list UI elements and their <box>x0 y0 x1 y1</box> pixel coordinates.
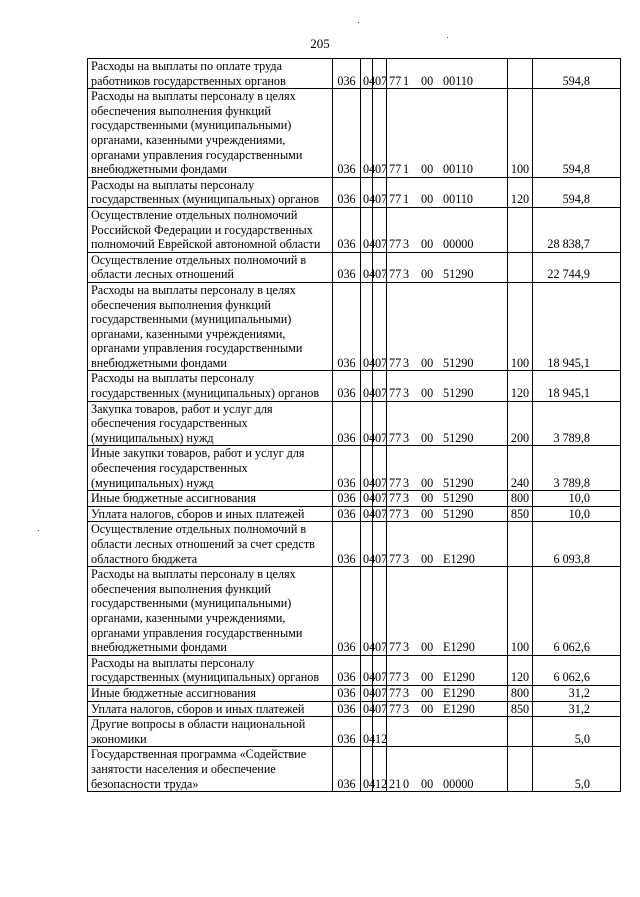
csr-program: 77 <box>389 506 402 521</box>
row-sum: 31,2 <box>533 701 621 717</box>
row-section-code: 04 <box>361 701 373 717</box>
row-sum: 28 838,7 <box>533 207 621 252</box>
row-section-code: 04 <box>361 685 373 701</box>
row-subsection-code: 07 <box>373 491 387 507</box>
row-section-code: 04 <box>361 401 373 446</box>
csr-subprogram: 3 <box>403 670 410 685</box>
row-ved-code: 036 <box>333 59 361 89</box>
row-name: Осуществление отдельных полномочий Российской Федерации и государственных полномочий Еврейской автономной области <box>88 207 333 252</box>
row-target-article <box>387 685 508 701</box>
row-subsection-code: 07 <box>373 655 387 685</box>
row-ved-code: 036 <box>333 371 361 401</box>
row-subsection-code: 12 <box>373 717 387 747</box>
row-section-code: 04 <box>361 522 373 567</box>
row-subsection-code: 07 <box>373 522 387 567</box>
csr-main-event: 00 <box>421 776 434 791</box>
row-ved-code: 036 <box>333 282 361 371</box>
row-expense-type <box>508 207 533 252</box>
csr-direction: E1290 <box>443 701 475 716</box>
row-ved-code: 036 <box>333 177 361 207</box>
row-target-article <box>387 89 508 178</box>
row-section-code: 04 <box>361 207 373 252</box>
scan-speck <box>38 530 39 531</box>
row-name: Расходы на выплаты персоналу государственных (муниципальных) органов <box>88 655 333 685</box>
row-ved-code: 036 <box>333 701 361 717</box>
row-expense-type: 120 <box>508 655 533 685</box>
csr-program: 77 <box>389 475 402 490</box>
csr-program: 21 <box>389 776 402 791</box>
row-ved-code: 036 <box>333 655 361 685</box>
csr-subprogram: 3 <box>403 430 410 445</box>
table-body <box>88 59 621 792</box>
row-subsection-code: 07 <box>373 252 387 282</box>
csr-direction: 51290 <box>443 355 474 370</box>
table-row <box>88 282 621 371</box>
table-row <box>88 522 621 567</box>
csr-main-event: 00 <box>421 491 434 506</box>
row-expense-type: 800 <box>508 491 533 507</box>
table-row <box>88 717 621 747</box>
row-ved-code: 036 <box>333 401 361 446</box>
csr-direction: E1290 <box>443 640 475 655</box>
row-expense-type: 120 <box>508 371 533 401</box>
csr-direction: 51290 <box>443 386 474 401</box>
row-sum: 594,8 <box>533 89 621 178</box>
row-target-article <box>387 252 508 282</box>
row-subsection-code: 07 <box>373 207 387 252</box>
table-row <box>88 59 621 89</box>
row-name: Уплата налогов, сборов и иных платежей <box>88 701 333 717</box>
row-subsection-code: 07 <box>373 282 387 371</box>
csr-direction: 00000 <box>443 776 474 791</box>
row-name: Иные бюджетные ассигнования <box>88 685 333 701</box>
csr-direction: 51290 <box>443 491 474 506</box>
csr-main-event: 00 <box>421 355 434 370</box>
csr-direction: 00110 <box>443 162 474 177</box>
row-subsection-code: 07 <box>373 685 387 701</box>
csr-direction: 51290 <box>443 475 474 490</box>
csr-main-event: 00 <box>421 267 434 282</box>
row-sum: 10,0 <box>533 491 621 507</box>
csr-main-event: 00 <box>421 73 434 88</box>
table-row <box>88 177 621 207</box>
csr-program: 77 <box>389 430 402 445</box>
row-subsection-code: 07 <box>373 506 387 522</box>
csr-direction: 51290 <box>443 506 474 521</box>
row-section-code: 04 <box>361 89 373 178</box>
csr-program: 77 <box>389 386 402 401</box>
csr-program: 77 <box>389 162 402 177</box>
csr-main-event: 00 <box>421 506 434 521</box>
row-section-code: 04 <box>361 371 373 401</box>
csr-program: 77 <box>389 237 402 252</box>
row-sum: 3 789,8 <box>533 446 621 491</box>
row-ved-code: 036 <box>333 252 361 282</box>
row-section-code: 04 <box>361 252 373 282</box>
csr-direction: E1290 <box>443 551 475 566</box>
csr-direction: 00000 <box>443 237 474 252</box>
row-subsection-code: 07 <box>373 401 387 446</box>
scan-speck <box>358 22 359 23</box>
row-subsection-code: 07 <box>373 701 387 717</box>
row-sum: 10,0 <box>533 506 621 522</box>
row-ved-code: 036 <box>333 747 361 792</box>
row-ved-code: 036 <box>333 567 361 656</box>
row-subsection-code: 07 <box>373 371 387 401</box>
row-expense-type: 800 <box>508 685 533 701</box>
row-name: Осуществление отдельных полномочий в области лесных отношений <box>88 252 333 282</box>
row-sum: 22 744,9 <box>533 252 621 282</box>
row-name: Уплата налогов, сборов и иных платежей <box>88 506 333 522</box>
row-target-article <box>387 655 508 685</box>
csr-subprogram: 3 <box>403 701 410 716</box>
row-name: Расходы на выплаты по оплате труда работников государственных органов <box>88 59 333 89</box>
table-row <box>88 401 621 446</box>
row-name: Другие вопросы в области национальной экономики <box>88 717 333 747</box>
row-name: Иные закупки товаров, работ и услуг для обеспечения государственных (муниципальных) нужд <box>88 446 333 491</box>
row-subsection-code: 07 <box>373 89 387 178</box>
row-target-article <box>387 446 508 491</box>
row-target-article <box>387 371 508 401</box>
csr-subprogram: 3 <box>403 475 410 490</box>
table-row <box>88 567 621 656</box>
table-row <box>88 655 621 685</box>
row-name: Расходы на выплаты персоналу в целях обеспечения выполнения функций государственными (муниципальными) органами, казенными учреждениями, органами управления государственными внебюджетными фондами <box>88 567 333 656</box>
row-sum: 6 062,6 <box>533 655 621 685</box>
row-expense-type <box>508 522 533 567</box>
row-subsection-code: 07 <box>373 177 387 207</box>
row-target-article <box>387 282 508 371</box>
row-subsection-code: 12 <box>373 747 387 792</box>
row-target-article <box>387 506 508 522</box>
csr-main-event: 00 <box>421 162 434 177</box>
row-sum: 18 945,1 <box>533 282 621 371</box>
row-ved-code: 036 <box>333 446 361 491</box>
row-target-article <box>387 701 508 717</box>
row-expense-type: 120 <box>508 177 533 207</box>
row-section-code: 04 <box>361 717 373 747</box>
csr-direction: 51290 <box>443 430 474 445</box>
csr-subprogram: 3 <box>403 355 410 370</box>
row-target-article <box>387 177 508 207</box>
csr-main-event: 00 <box>421 685 434 700</box>
row-sum: 3 789,8 <box>533 401 621 446</box>
csr-subprogram: 3 <box>403 506 410 521</box>
csr-program: 77 <box>389 551 402 566</box>
row-ved-code: 036 <box>333 717 361 747</box>
csr-subprogram: 3 <box>403 551 410 566</box>
row-name: Закупка товаров, работ и услуг для обеспечения государственных (муниципальных) нужд <box>88 401 333 446</box>
table-row <box>88 252 621 282</box>
row-name: Расходы на выплаты персоналу в целях обеспечения выполнения функций государственными (муниципальными) органами, казенными учреждениями, органами управления государственными внебюджетными фондами <box>88 89 333 178</box>
row-expense-type <box>508 252 533 282</box>
csr-subprogram: 3 <box>403 491 410 506</box>
budget-table <box>87 58 621 792</box>
csr-main-event: 00 <box>421 551 434 566</box>
row-expense-type: 200 <box>508 401 533 446</box>
row-subsection-code: 07 <box>373 59 387 89</box>
row-name: Государственная программа «Содействие занятости населения и обеспечение безопасности труда» <box>88 747 333 792</box>
table-row <box>88 491 621 507</box>
row-expense-type: 850 <box>508 701 533 717</box>
row-target-article <box>387 59 508 89</box>
csr-direction: 00110 <box>443 192 474 207</box>
row-name: Расходы на выплаты персоналу в целях обеспечения выполнения функций государственными (муниципальными) органами, казенными учреждениями, органами управления государственными внебюджетными фондами <box>88 282 333 371</box>
row-expense-type <box>508 717 533 747</box>
csr-subprogram: 1 <box>403 73 410 88</box>
csr-subprogram: 0 <box>403 776 410 791</box>
row-section-code: 04 <box>361 506 373 522</box>
row-expense-type <box>508 747 533 792</box>
csr-program: 77 <box>389 491 402 506</box>
row-sum: 594,8 <box>533 59 621 89</box>
csr-subprogram: 1 <box>403 192 410 207</box>
row-name: Расходы на выплаты персоналу государственных (муниципальных) органов <box>88 371 333 401</box>
csr-main-event: 00 <box>421 192 434 207</box>
csr-main-event: 00 <box>421 430 434 445</box>
csr-program: 77 <box>389 267 402 282</box>
row-section-code: 04 <box>361 747 373 792</box>
csr-main-event: 00 <box>421 640 434 655</box>
row-sum: 594,8 <box>533 177 621 207</box>
row-expense-type <box>508 59 533 89</box>
row-sum: 31,2 <box>533 685 621 701</box>
row-target-article <box>387 207 508 252</box>
row-subsection-code: 07 <box>373 446 387 491</box>
row-ved-code: 036 <box>333 491 361 507</box>
row-name: Расходы на выплаты персоналу государственных (муниципальных) органов <box>88 177 333 207</box>
row-ved-code: 036 <box>333 506 361 522</box>
table-row <box>88 685 621 701</box>
row-target-article <box>387 717 508 747</box>
csr-direction: E1290 <box>443 685 475 700</box>
row-target-article <box>387 522 508 567</box>
csr-subprogram: 3 <box>403 685 410 700</box>
csr-program: 77 <box>389 701 402 716</box>
csr-program: 77 <box>389 192 402 207</box>
csr-main-event: 00 <box>421 475 434 490</box>
table-row <box>88 747 621 792</box>
row-target-article <box>387 747 508 792</box>
row-ved-code: 036 <box>333 207 361 252</box>
row-section-code: 04 <box>361 655 373 685</box>
row-name: Осуществление отдельных полномочий в области лесных отношений за счет средств областного бюджета <box>88 522 333 567</box>
row-expense-type: 240 <box>508 446 533 491</box>
row-expense-type: 850 <box>508 506 533 522</box>
row-sum: 6 093,8 <box>533 522 621 567</box>
row-section-code: 04 <box>361 446 373 491</box>
csr-subprogram: 1 <box>403 162 410 177</box>
csr-program: 77 <box>389 640 402 655</box>
csr-direction: 51290 <box>443 267 474 282</box>
row-expense-type: 100 <box>508 567 533 656</box>
row-section-code: 04 <box>361 59 373 89</box>
csr-direction: 00110 <box>443 73 474 88</box>
row-target-article <box>387 567 508 656</box>
csr-main-event: 00 <box>421 386 434 401</box>
table-row <box>88 506 621 522</box>
table-row <box>88 207 621 252</box>
row-section-code: 04 <box>361 282 373 371</box>
row-ved-code: 036 <box>333 89 361 178</box>
csr-program: 77 <box>389 355 402 370</box>
table-row <box>88 446 621 491</box>
row-target-article <box>387 401 508 446</box>
row-sum: 5,0 <box>533 747 621 792</box>
page-number: 205 <box>310 36 330 51</box>
row-ved-code: 036 <box>333 522 361 567</box>
csr-direction: E1290 <box>443 670 475 685</box>
row-name: Иные бюджетные ассигнования <box>88 491 333 507</box>
row-subsection-code: 07 <box>373 567 387 656</box>
row-section-code: 04 <box>361 567 373 656</box>
csr-program: 77 <box>389 73 402 88</box>
scan-speck <box>447 37 448 38</box>
csr-subprogram: 3 <box>403 267 410 282</box>
row-target-article <box>387 491 508 507</box>
table-row <box>88 701 621 717</box>
csr-subprogram: 3 <box>403 386 410 401</box>
row-expense-type: 100 <box>508 89 533 178</box>
row-sum: 5,0 <box>533 717 621 747</box>
row-sum: 18 945,1 <box>533 371 621 401</box>
row-section-code: 04 <box>361 177 373 207</box>
csr-main-event: 00 <box>421 701 434 716</box>
csr-subprogram: 3 <box>403 640 410 655</box>
row-sum: 6 062,6 <box>533 567 621 656</box>
table-row <box>88 371 621 401</box>
table-row <box>88 89 621 178</box>
row-expense-type: 100 <box>508 282 533 371</box>
row-ved-code: 036 <box>333 685 361 701</box>
csr-program: 77 <box>389 685 402 700</box>
csr-program: 77 <box>389 670 402 685</box>
csr-main-event: 00 <box>421 237 434 252</box>
row-section-code: 04 <box>361 491 373 507</box>
csr-main-event: 00 <box>421 670 434 685</box>
csr-subprogram: 3 <box>403 237 410 252</box>
